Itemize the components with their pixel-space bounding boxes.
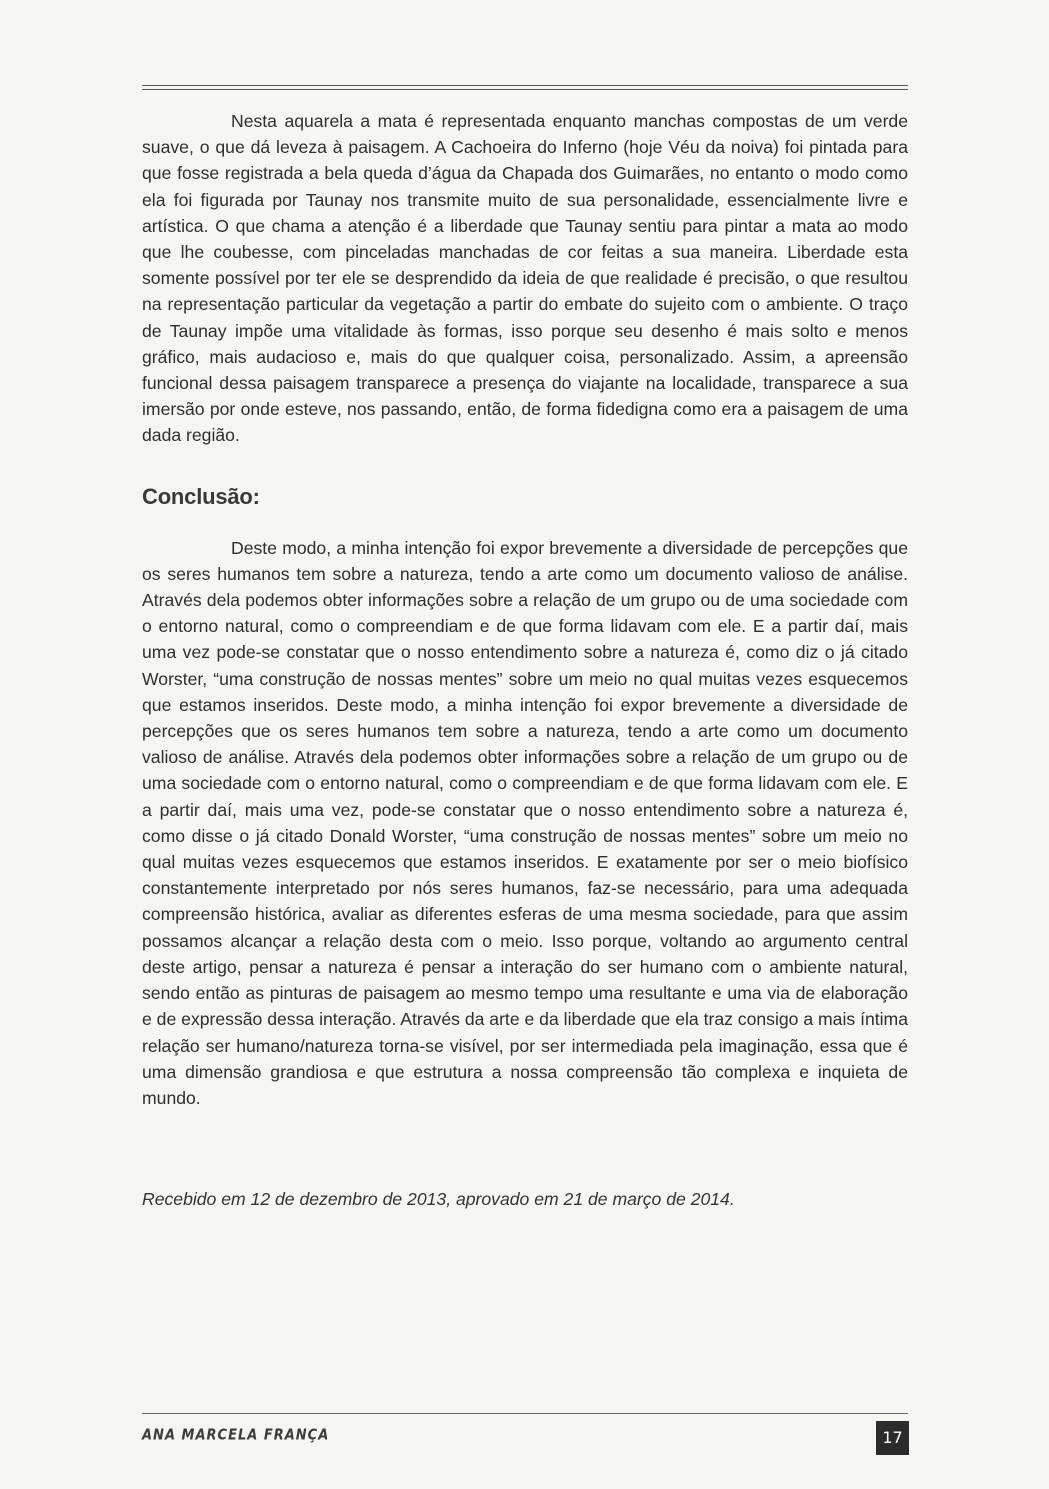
header-rule-bottom [142,89,908,90]
footer-rule [142,1413,908,1414]
section-heading-conclusion: Conclusão: [142,483,260,509]
body-paragraph-1: Nesta aquarela a mata é representada enquanto manchas compostas de um verde suave, o que dá leveza à paisagem. A Cachoeira do Inferno (hoje Véu da noiva) foi pintada para que fosse registrada a bela queda d’água da Chapada dos Guimarães, no entanto o modo como ela foi figurada por Taunay nos transmite muito de sua personalidade, essencialmente livre e artística. O que chama a atenção é a liberdade que Taunay sentiu para pintar a mata ao modo que lhe coubesse, com pinceladas manchadas de cor feitas a sua maneira. Liberdade esta somente possível por ter ele se desprendido da ideia de que realidade é precisão, o que resultou na representação particular da vegetação a partir do embate do sujeito com o ambiente. O traço de Taunay impõe uma vitalidade às formas, isso porque seu desenho é mais solto e menos gráfico, mais audacioso e, mais do que qualquer coisa, personalizado. Assim, a apreensão funcional dessa paisagem transparece a presença do viajante na localidade, transparece a sua imersão por onde esteve, nos passando, então, de forma fidedigna como era a paisagem de uma dada região. [142,111,908,446]
header-rule-top [142,85,908,86]
footer-author: ANA MARCELA FRANÇA [142,1427,330,1445]
body-paragraph-2: Deste modo, a minha intenção foi expor brevemente a diversidade de percepções que os seres humanos tem sobre a natureza, tendo a arte como um documento valioso de análise. Através dela podemos obter informações sobre a relação de um grupo ou de uma sociedade com o entorno natural, como o compreendiam e de que forma lidavam com ele. E a partir daí, mais uma vez pode-se constatar que o nosso entendimento sobre a natureza é, como diz o já citado Worster, “uma construção de nossas mentes” sobre um meio no qual muitas vezes esquecemos que estamos inseridos. Deste modo, a minha intenção foi expor brevemente a diversidade de percepções que os seres humanos tem sobre a natureza, tendo a arte como um documento valioso de análise. Através dela podemos obter informações sobre a relação de um grupo ou de uma sociedade com o entorno natural, como o compreendiam e de que forma lidavam com ele. E a partir daí, mais uma vez, pode-se constatar que o nosso entendimento sobre a natureza é, como disse o já citado Donald Worster, “uma construção de nossas mentes” sobre um meio no qual muitas vezes esquecemos que estamos inseridos. E exatamente por ser o meio biofísico constantemente interpretado por nós seres humanos, faz-se necessário, para uma adequada compreensão histórica, avaliar as diferentes esferas de uma mesma sociedade, para que assim possamos alcançar a relação desta com o meio. Isso porque, voltando ao argumento central deste artigo, pensar a natureza é pensar a interação do ser humano com o ambiente natural, sendo então as pinturas de paisagem ao mesmo tempo uma resultante e uma via de elaboração e de expressão dessa interação. Através da arte e da liberdade que ela traz consigo a mais íntima relação ser humano/natureza torna-se visível, por ser intermediada pela imaginação, essa que é uma dimensão grandiosa e que estrutura a nossa compreensão tão complexa e inquieta de mundo. [142,537,908,1108]
article-body [142,108,908,1111]
received-note: Recebido em 12 de dezembro de 2013, aprovado em 21 de março de 2014. [142,1189,735,1209]
page-number-badge: 17 [876,1421,909,1455]
